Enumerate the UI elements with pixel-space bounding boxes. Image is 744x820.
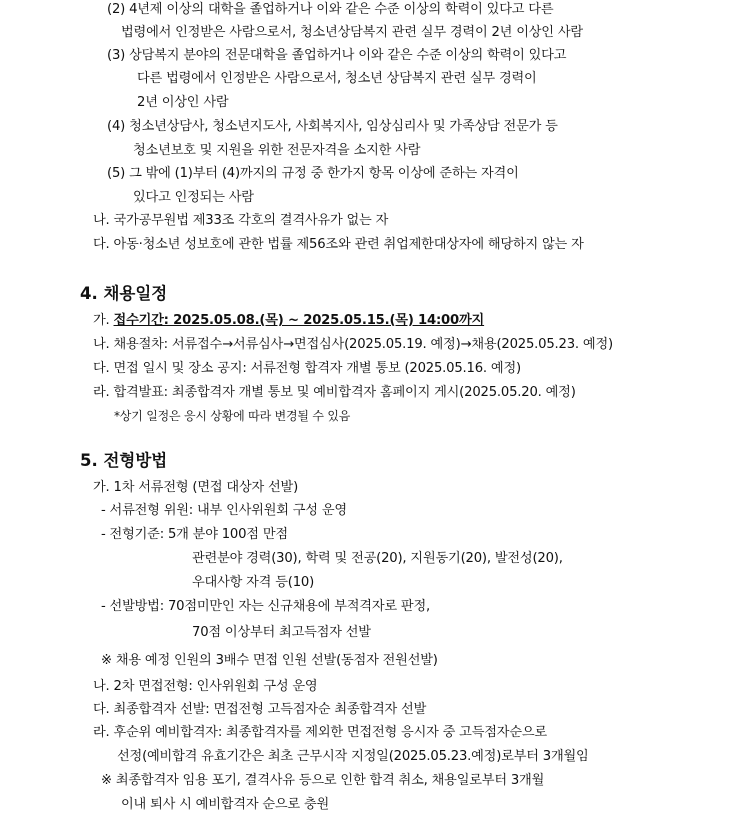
selection-ga-committee: - 서류전형 위원: 내부 인사위원회 구성 운영 xyxy=(101,503,347,518)
selection-ra-line2: 선정(예비합격 유효기간은 최초 근무시작 지정일(2025.05.23.예정)로부터 3개월임 xyxy=(117,749,589,764)
schedule-ra: 라. 합격발표: 최종합격자 개별 통보 및 예비합격자 홈페이지 게시(2025.05.20. 예정) xyxy=(93,385,576,400)
schedule-note: *상기 일정은 응시 상황에 따라 변경될 수 있음 xyxy=(114,409,351,423)
selection-heading: 5. 전형방법 xyxy=(80,451,168,470)
selection-ga-criteria-detail1: 관련분야 경력(30), 학력 및 전공(20), 지원동기(20), 발전성(20), xyxy=(192,551,563,566)
schedule-heading: 4. 채용일정 xyxy=(80,284,168,303)
selection-na: 나. 2차 면접전형: 인사위원회 구성 운영 xyxy=(93,679,318,694)
selection-ga-note: ※ 채용 예정 인원의 3배수 면접 인원 선발(동점자 전원선발) xyxy=(101,653,438,668)
qualification-item-3-line1: (3) 상담복지 분야의 전문대학을 졸업하거나 이와 같은 수준 이상의 학력이 있다고 xyxy=(107,48,567,63)
selection-note-line2: 이내 퇴사 시 예비합격자 순으로 충원 xyxy=(121,797,330,812)
selection-ga-criteria: - 전형기준: 5개 분야 100점 만점 xyxy=(101,527,288,542)
selection-ga-method-detail: 70점 이상부터 최고득점자 선발 xyxy=(192,625,371,640)
qualification-item-5-line1: (5) 그 밖에 (1)부터 (4)까지의 규정 중 한가지 항목 이상에 준하는 자격이 xyxy=(107,166,519,181)
qualification-item-4-line1: (4) 청소년상담사, 청소년지도사, 사회복지사, 임상심리사 및 가족상담 전문가 등 xyxy=(107,119,558,134)
selection-ra-line1: 라. 후순위 예비합격자: 최종합격자를 제외한 면접전형 응시자 중 고득점자순으로 xyxy=(93,725,547,740)
selection-note-line1: ※ 최종합격자 임용 포기, 결격사유 등으로 인한 합격 취소, 채용일로부터 3개월 xyxy=(101,773,545,788)
schedule-na: 나. 채용절차: 서류접수→서류심사→면접심사(2025.05.19. 예정)→채용(2025.05.23. 예정) xyxy=(93,337,613,352)
schedule-ga-prefix: 가. xyxy=(93,313,114,328)
selection-ga-criteria-detail2: 우대사항 자격 등(10) xyxy=(192,575,315,590)
qualification-item-2-line2: 법령에서 인정받은 사람으로서, 청소년상담복지 관련 실무 경력이 2년 이상인 사람 xyxy=(121,25,583,40)
qualification-na: 나. 국가공무원법 제33조 각호의 결격사유가 없는 자 xyxy=(93,213,389,228)
qualification-item-3-line3: 2년 이상인 사람 xyxy=(137,95,229,110)
qualification-item-3-line2: 다른 법령에서 인정받은 사람으로서, 청소년 상담복지 관련 실무 경력이 xyxy=(137,71,537,86)
qualification-da: 다. 아동·청소년 성보호에 관한 법률 제56조와 관련 취업제한대상자에 해당하지 않는 자 xyxy=(93,237,584,252)
qualification-item-2-line1: (2) 4년제 이상의 대학을 졸업하거나 이와 같은 수준 이상의 학력이 있다고 다른 xyxy=(107,2,554,17)
schedule-ga xyxy=(93,312,484,330)
application-period: 접수기간: 2025.05.08.(목) ~ 2025.05.15.(목) 14:00까지 xyxy=(113,313,485,328)
selection-ga-method: - 선발방법: 70점미만인 자는 신규채용에 부적격자로 판정, xyxy=(101,599,430,614)
selection-ga: 가. 1차 서류전형 (면접 대상자 선발) xyxy=(93,480,299,495)
selection-da: 다. 최종합격자 선발: 면접전형 고득점자순 최종합격자 선발 xyxy=(93,702,427,717)
schedule-da: 다. 면접 일시 및 장소 공지: 서류전형 합격자 개별 통보 (2025.05.16. 예정) xyxy=(93,361,521,376)
qualification-item-5-line2: 있다고 인정되는 사람 xyxy=(133,190,254,205)
qualification-item-4-line2: 청소년보호 및 지원을 위한 전문자격을 소지한 사람 xyxy=(133,143,421,158)
